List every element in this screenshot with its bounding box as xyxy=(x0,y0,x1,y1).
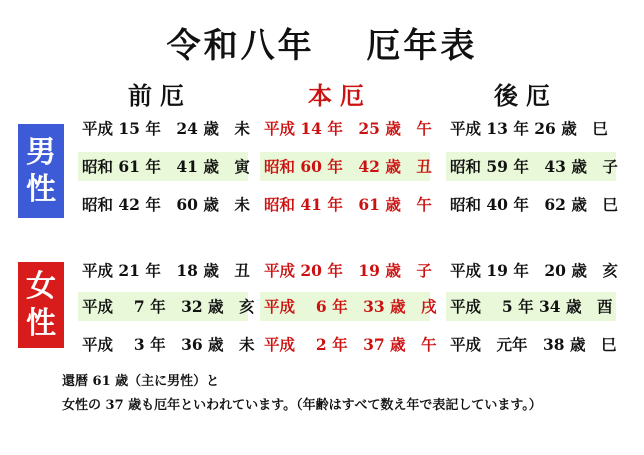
female-badge-char-2: 性 xyxy=(26,306,56,341)
male-main-row-2: 昭和 60 年 42 歳 丑 xyxy=(260,152,430,181)
female-post-row-3: 平成 元年 38 歳 巳 xyxy=(450,335,617,354)
female-badge xyxy=(18,262,64,348)
male-pre-row-3: 昭和 42 年 60 歳 未 xyxy=(82,195,250,214)
female-main-row-2: 平成 6 年 33 歳 戌 xyxy=(260,292,430,321)
header-pre: 前厄 xyxy=(128,81,192,110)
male-post-row-1: 平成 13 年 26 歳 巳 xyxy=(450,119,608,138)
male-post-row-3: 昭和 40 年 62 歳 巳 xyxy=(450,195,618,214)
male-badge-char-1: 男 xyxy=(26,134,56,170)
female-pre-row-2: 平成 7 年 32 歳 亥 xyxy=(78,292,248,321)
page-title: 令和八年 厄年表 xyxy=(166,26,478,66)
female-pre-row-3: 平成 3 年 36 歳 未 xyxy=(82,335,255,354)
note-line-2: 女性の 37 歳も厄年といわれています。（年齢はすべて数え年で表記しています。） xyxy=(62,398,542,413)
header-post: 後厄 xyxy=(494,81,558,110)
male-main-row-1: 平成 14 年 25 歳 午 xyxy=(264,119,432,138)
female-post-row-1: 平成 19 年 20 歳 亥 xyxy=(450,261,618,280)
female-badge-char-1: 女 xyxy=(26,268,56,304)
male-badge xyxy=(18,124,64,218)
female-main-row-1: 平成 20 年 19 歳 子 xyxy=(264,261,432,280)
female-main-row-3: 平成 2 年 37 歳 午 xyxy=(264,335,437,354)
female-pre-row-1: 平成 21 年 18 歳 丑 xyxy=(82,261,250,280)
female-post-row-2: 平成 5 年 34 歳 酉 xyxy=(446,292,616,321)
male-pre-row-1: 平成 15 年 24 歳 未 xyxy=(82,119,250,138)
male-main-row-3: 昭和 41 年 61 歳 午 xyxy=(264,195,432,214)
male-badge-char-2: 性 xyxy=(26,172,56,207)
male-post-row-2: 昭和 59 年 43 歳 子 xyxy=(446,152,616,181)
note-line-1: 還暦 61 歳（主に男性）と xyxy=(62,374,220,389)
header-main: 本厄 xyxy=(308,81,372,110)
male-pre-row-2: 昭和 61 年 41 歳 寅 xyxy=(78,152,248,181)
